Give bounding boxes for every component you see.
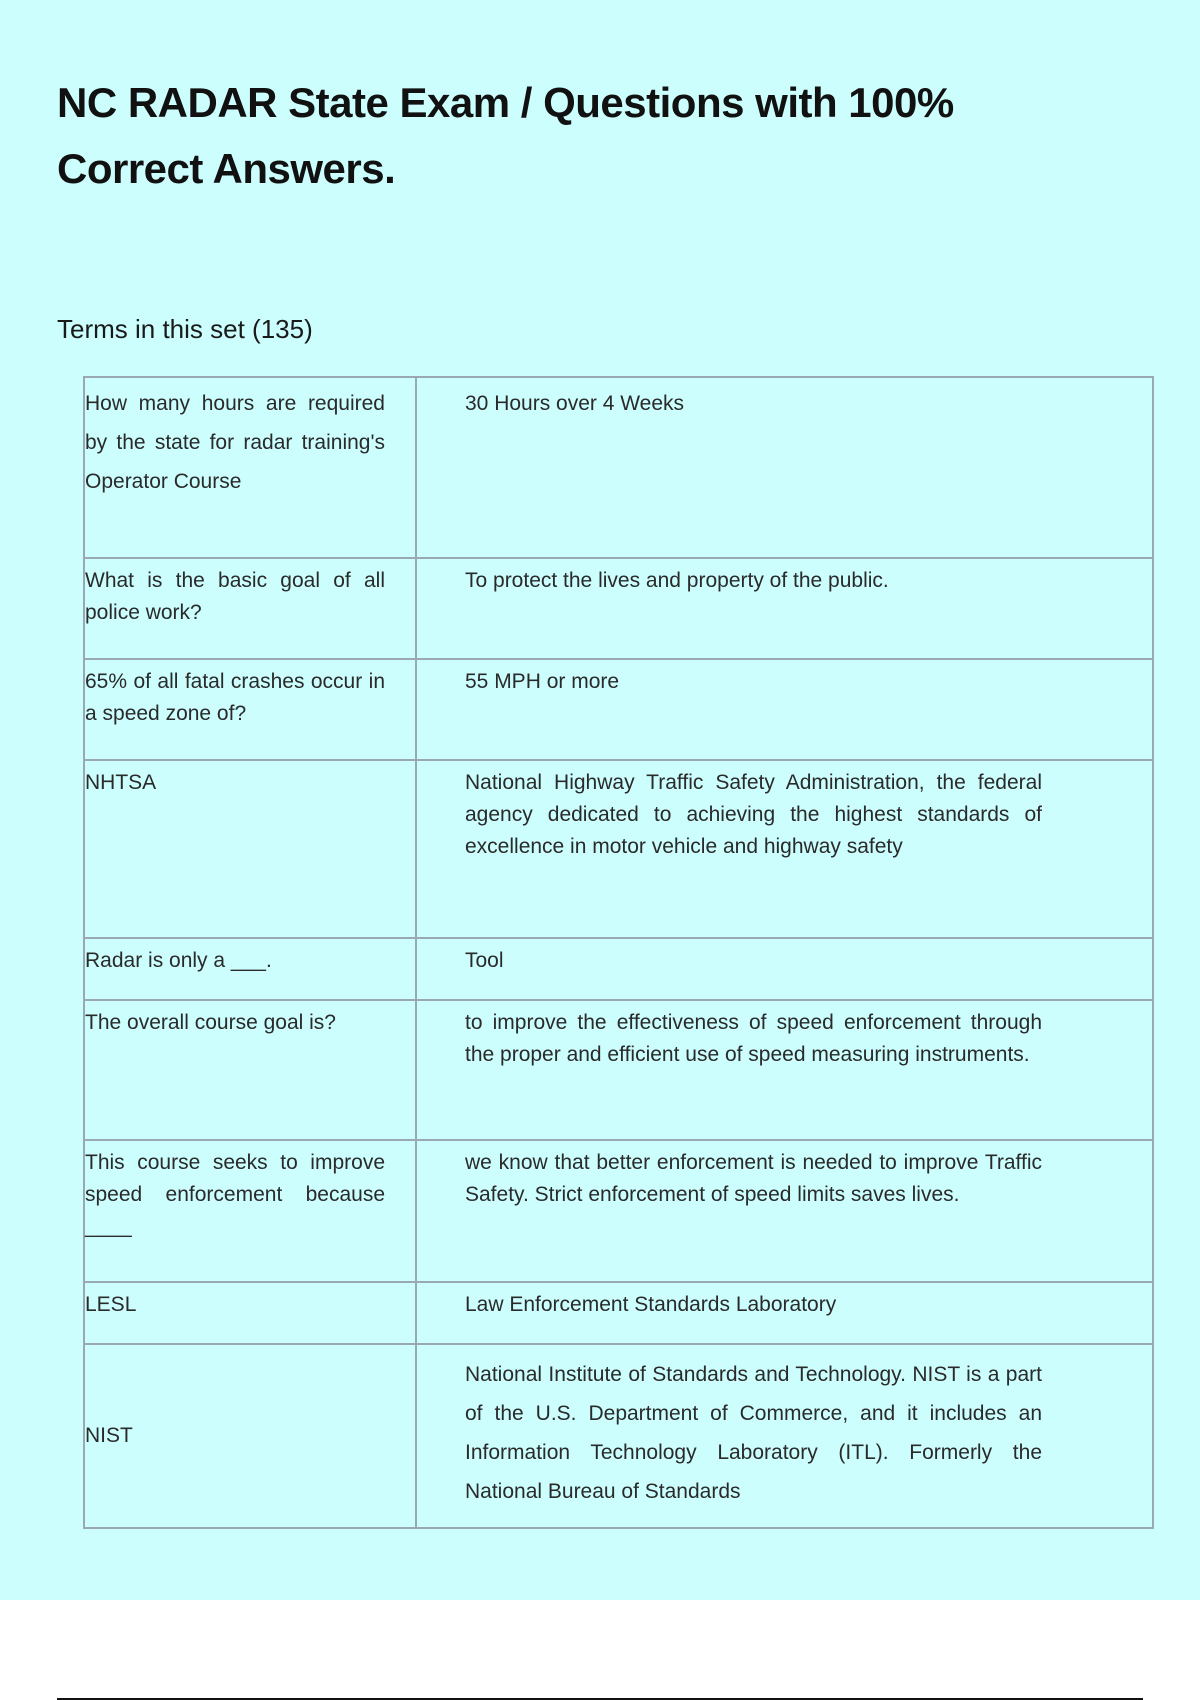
definition-cell: we know that better enforcement is needed to improve Traffic Safety. Strict enforcement of speed limits saves lives. bbox=[416, 1140, 1153, 1282]
term-cell: 65% of all fatal crashes occur in a speed zone of? bbox=[84, 659, 416, 760]
definition-cell: Tool bbox=[416, 938, 1153, 1000]
table-row bbox=[84, 1000, 1153, 1140]
table-row bbox=[84, 377, 1153, 558]
definition-cell: 55 MPH or more bbox=[416, 659, 1153, 760]
definition-cell: To protect the lives and property of the public. bbox=[416, 558, 1153, 659]
term-cell: Radar is only a ___. bbox=[84, 938, 416, 1000]
table-row bbox=[84, 1282, 1153, 1344]
term-cell: What is the basic goal of all police work? bbox=[84, 558, 416, 659]
term-cell: The overall course goal is? bbox=[84, 1000, 416, 1140]
definition-cell: National Institute of Standards and Technology. NIST is a part of the U.S. Department of Commerce, and it includes an Information Technology Laboratory (ITL). Formerly the National Bureau of Standards bbox=[416, 1344, 1153, 1528]
term-cell: NIST bbox=[84, 1344, 416, 1528]
definition-cell: 30 Hours over 4 Weeks bbox=[416, 377, 1153, 558]
table-row bbox=[84, 1140, 1153, 1282]
definition-cell: to improve the effectiveness of speed enforcement through the proper and efficient use of speed measuring instruments. bbox=[416, 1000, 1153, 1140]
term-cell: NHTSA bbox=[84, 760, 416, 938]
table-row bbox=[84, 659, 1153, 760]
page-title: NC RADAR State Exam / Questions with 100% Correct Answers. bbox=[57, 79, 954, 192]
definition-cell: National Highway Traffic Safety Administration, the federal agency dedicated to achieving the highest standards of excellence in motor vehicle and highway safety bbox=[416, 760, 1153, 938]
table-row bbox=[84, 938, 1153, 1000]
table-row bbox=[84, 760, 1153, 938]
term-cell: LESL bbox=[84, 1282, 416, 1344]
table-row bbox=[84, 558, 1153, 659]
table-row bbox=[84, 1344, 1153, 1528]
term-cell: How many hours are required by the state for radar training's Operator Course bbox=[84, 377, 416, 558]
term-cell: This course seeks to improve speed enforcement because ____ bbox=[84, 1140, 416, 1282]
terms-count-heading: Terms in this set (135) bbox=[57, 314, 313, 344]
definition-cell: Law Enforcement Standards Laboratory bbox=[416, 1282, 1153, 1344]
terms-table bbox=[83, 376, 1154, 1529]
